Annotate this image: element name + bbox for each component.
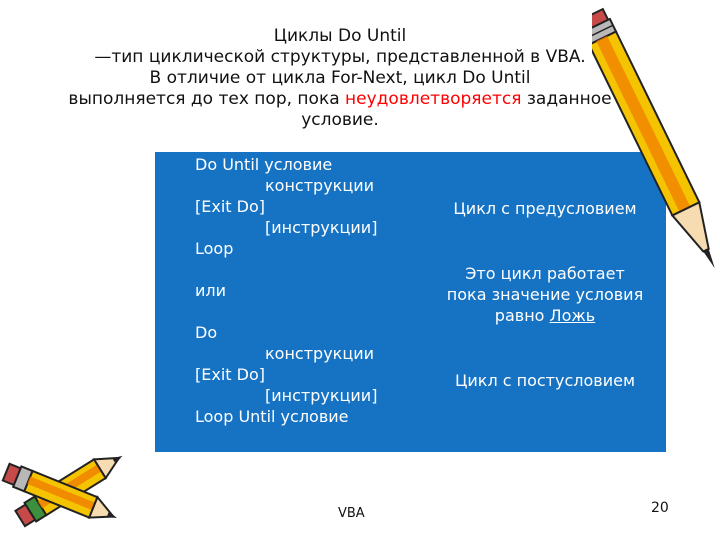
title-line-3: В отличие от цикла For-Next, цикл Do Until xyxy=(149,68,531,88)
note-line-1: Это цикл работает xyxy=(465,264,625,283)
slide-title xyxy=(40,26,640,131)
title-line-2: —тип циклической структуры, представленной в VBA. xyxy=(94,47,586,67)
pencils-icon xyxy=(0,430,140,540)
code-panel xyxy=(155,152,666,452)
code-line-8: конструкции xyxy=(265,344,375,363)
note-line-3-start: равно xyxy=(494,306,550,325)
code-line-do: Do xyxy=(195,323,218,342)
code-line-2: конструкции xyxy=(265,176,375,195)
code-line-9: [Exit Do] xyxy=(195,365,265,384)
title-line-4 xyxy=(40,89,640,110)
title-line-1: Циклы Do Until xyxy=(273,26,407,46)
code-line-3: [Exit Do] xyxy=(195,197,265,216)
false-word: Ложь xyxy=(549,306,596,325)
code-line-11: Loop Until условие xyxy=(195,407,349,426)
note-line-3 xyxy=(425,305,665,326)
code-line-10: [инструкции] xyxy=(265,386,378,405)
highlighted-word: неудовлетворяется xyxy=(345,89,522,109)
code-line-1: Do Until условие xyxy=(195,155,333,174)
note-line-2: пока значение условия xyxy=(446,285,644,304)
postcondition-label: Цикл с постусловием xyxy=(454,371,636,390)
footer-label: VBA xyxy=(338,506,365,521)
code-block xyxy=(195,154,377,427)
code-line-or: или xyxy=(195,281,227,300)
page-number: 20 xyxy=(651,500,669,516)
precondition-label: Цикл с предусловием xyxy=(453,199,637,218)
code-line-5: Loop xyxy=(195,239,234,258)
title-line-4-end: заданное xyxy=(521,89,612,109)
title-line-4-start: выполняется до тех пор, пока xyxy=(68,89,346,109)
title-line-5: условие. xyxy=(301,110,379,130)
code-line-4: [инструкции] xyxy=(265,218,378,237)
pencil-icon xyxy=(592,0,720,300)
